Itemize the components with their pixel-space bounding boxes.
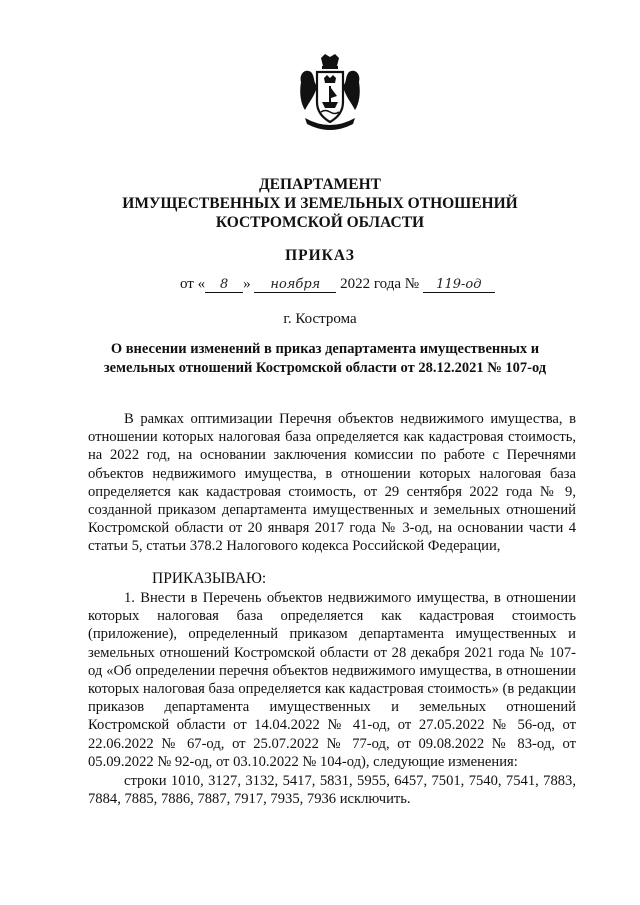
- document-type: ПРИКАЗ: [285, 247, 355, 264]
- coat-of-arms-icon: [295, 52, 365, 137]
- order-word: ПРИКАЗЫВАЮ:: [152, 570, 267, 587]
- handwritten-day: 8: [205, 278, 243, 293]
- clause-1-paragraph: 1. Внести в Перечень объектов недвижимого имущества, в отношении которых налоговая база определяется как кадастровая стоимость (приложение), определенный приказом департамента имущественных и земельных отношений Костромской области от 28 декабря 2021 года № 107-од «Об определении перечня объектов недвижимого имущества, в отношении которых налоговая база определяется как кадастровая стоимость» (в редакции приказов департамента имущественных и земельных отношений Костромской области от 14.04.2022 № 41-од, от 27.05.2022 № 56-од, от 22.06.2022 № 67-од, от 25.07.2022 № 77-од, от 09.08.2022 № 83-од, от 05.09.2022 № 92-од, от 03.10.2022 № 104-од), следующие изменения:: [88, 590, 576, 770]
- date-mid: »: [243, 276, 251, 292]
- subject-line-2: земельных отношений Костромской области от 28.12.2021 № 107-од: [103, 360, 547, 376]
- date-line: [180, 276, 500, 293]
- department-line-1: ДЕПАРТАМЕНТ: [258, 176, 382, 193]
- department-line-3: КОСТРОМСКОЙ ОБЛАСТИ: [215, 214, 425, 231]
- document-subject: [90, 340, 560, 378]
- handwritten-number: 119-од: [423, 278, 495, 293]
- date-prefix: от «: [180, 276, 206, 292]
- department-line-2: ИМУЩЕСТВЕННЫХ И ЗЕМЕЛЬНЫХ ОТНОШЕНИЙ: [122, 195, 518, 212]
- date-year-text: 2022 года №: [340, 276, 420, 292]
- handwritten-month: ноября: [254, 278, 336, 293]
- rows-to-exclude-paragraph: строки 1010, 3127, 3132, 5417, 5831, 5955, 6457, 7501, 7540, 7541, 7883, 7884, 7885, 7886, 7887, 7917, 7935, 7936 исключить.: [88, 773, 576, 808]
- department-name: [0, 175, 640, 232]
- city: г. Кострома: [283, 311, 357, 327]
- preamble-paragraph: В рамках оптимизации Перечня объектов недвижимого имущества, в отношении которых налоговая база определяется как кадастровая стоимость, на 2022 год, на основании заключения комиссии по работе с Перечнями объектов недвижимого имущества, в отношении которых налоговая база определяется как кадастровая стоимость, от 29 сентября 2022 года № 9, созданной приказом департамента имущественных и земельных отношений Костромской области от 20 января 2017 года № 3-од, на основании части 4 статьи 5, статьи 378.2 Налогового кодекса Российской Федерации,: [88, 411, 576, 555]
- subject-line-1: О внесении изменений в приказ департамента имущественных и: [110, 341, 540, 357]
